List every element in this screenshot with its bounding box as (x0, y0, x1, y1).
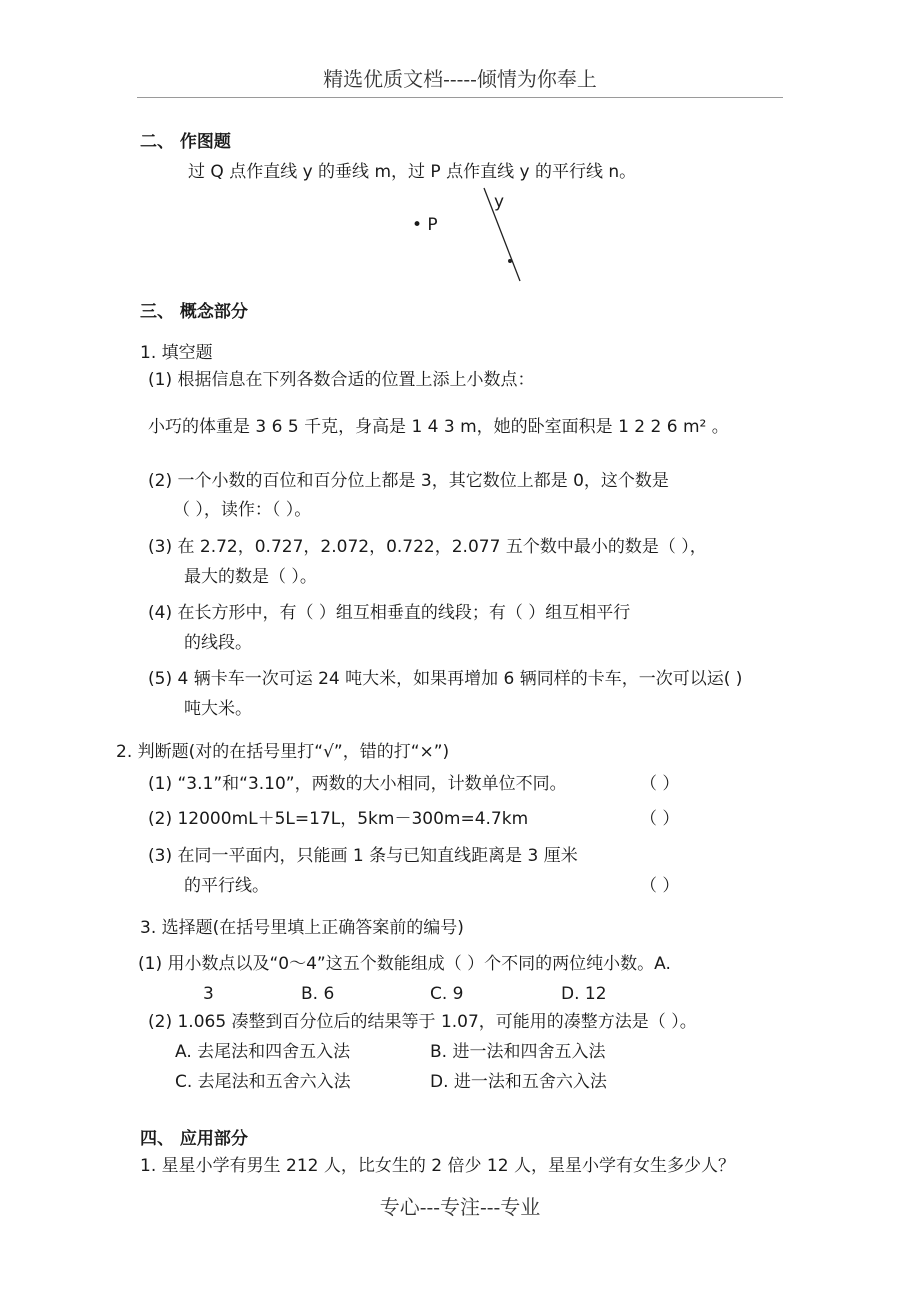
choice-q2-option-b: B. 进一法和四舍五入法 (430, 1042, 606, 1062)
fill-q4-line1: (4) 在长方形中，有（ ）组互相垂直的线段；有（ ）组互相平行 (148, 603, 631, 623)
fill-q1-text: 小巧的体重是 3 6 5 千克，身高是 1 4 3 m，她的卧室面积是 1 2 2 6 m² 。 (148, 417, 729, 437)
choice-q1-option-c: C. 9 (430, 984, 464, 1004)
fill-q3-line1: (3) 在 2.72，0.727，2.072，0.722，2.077 五个数中最小的数是（ ）， (148, 537, 707, 557)
choice-q1-line1: (1) 用小数点以及“0～4”这五个数能组成（ ）个不同的两位纯小数。A. (138, 954, 671, 974)
fill-q2-line2: （ ），读作：（ ）。 (173, 500, 312, 520)
header-rule (137, 97, 783, 98)
point-q-dot (508, 259, 512, 263)
fill-q5-line2: 吨大米。 (184, 699, 252, 719)
fill-q3-line2: 最大的数是（ ）。 (184, 567, 317, 587)
section-concepts-heading: 三、 概念部分 (140, 302, 248, 322)
judge-q3-line2: 的平行线。 (184, 876, 269, 896)
application-q1: 1. 星星小学有男生 212 人，比女生的 2 倍少 12 人，星星小学有女生多少人？ (140, 1156, 735, 1176)
section-application-heading: 四、 应用部分 (140, 1129, 248, 1149)
judge-q2-bracket: （ ） (640, 809, 680, 829)
choice-q2-option-c: C. 去尾法和五舍六入法 (175, 1072, 351, 1092)
judge-q3-line1: (3) 在同一平面内，只能画 1 条与已知直线距离是 3 厘米 (148, 846, 578, 866)
line-y-label: y (494, 192, 505, 212)
judge-q2: (2) 12000mL＋5L=17L，5km－300m=4.7km (148, 809, 529, 829)
choice-q1-option-a: 3 (203, 984, 214, 1004)
judge-q3-bracket: （ ） (640, 876, 680, 896)
fill-q5-line1: (5) 4 辆卡车一次可运 24 吨大米，如果再增加 6 辆同样的卡车，一次可以运( ) (148, 669, 743, 689)
page-footer: 专心---专注---专业 (379, 1195, 541, 1219)
judge-q1-bracket: （ ） (640, 774, 680, 794)
section-drawing-heading: 二、 作图题 (140, 132, 231, 152)
fill-q4-line2: 的线段。 (184, 633, 252, 653)
page-header: 精选优质文档-----倾情为你奉上 (323, 67, 597, 91)
choice-q1-option-d: D. 12 (561, 984, 607, 1004)
choice-q2-line1: (2) 1.065 凑整到百分位后的结果等于 1.07，可能用的凑整方法是（ ）。 (148, 1012, 697, 1032)
choice-title: 3. 选择题(在括号里填上正确答案前的编号) (140, 918, 464, 938)
judge-title: 2. 判断题(对的在括号里打“√”，错的打“×”) (116, 742, 450, 762)
choice-q2-option-d: D. 进一法和五舍六入法 (430, 1072, 607, 1092)
judge-q1: (1) “3.1”和“3.10”，两数的大小相同，计数单位不同。 (148, 774, 567, 794)
drawing-instruction: 过 Q 点作直线 y 的垂线 m，过 P 点作直线 y 的平行线 n。 (188, 162, 637, 182)
choice-q1-option-b: B. 6 (301, 984, 335, 1004)
choice-q2-option-a: A. 去尾法和四舍五入法 (175, 1042, 351, 1062)
point-p-label: • P (412, 215, 438, 235)
fill-q2-line1: (2) 一个小数的百位和百分位上都是 3，其它数位上都是 0，这个数是 (148, 471, 669, 491)
fill-in-title: 1. 填空题 (140, 343, 213, 363)
fill-q1: (1) 根据信息在下列各数合适的位置上添上小数点： (148, 370, 535, 390)
